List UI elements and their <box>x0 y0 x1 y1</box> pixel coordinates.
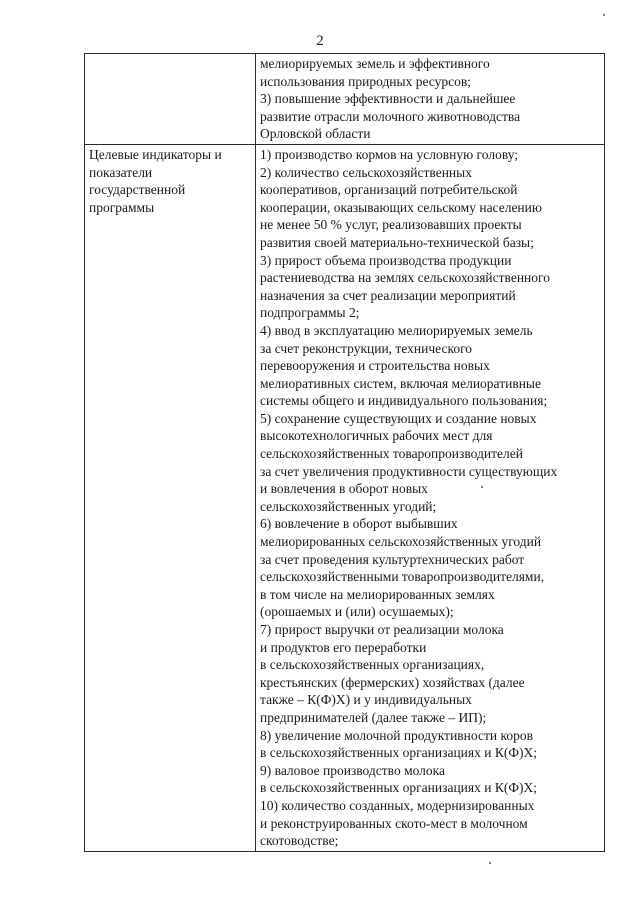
content-line: 5) сохранение существующих и создание новых <box>260 410 537 426</box>
label-line: показатели <box>89 164 153 180</box>
content-line: 3) прирост объема производства продукции <box>260 252 512 268</box>
scan-speck <box>603 14 605 16</box>
content-line: в сельскохозяйственных организациях, <box>260 657 485 673</box>
content-line: также – К(Ф)Х) и у индивидуальных <box>260 692 472 708</box>
content-line: развития своей материально-технической базы; <box>260 234 534 250</box>
table-row <box>85 54 605 145</box>
row-label-cell <box>85 144 256 851</box>
row-content-cell <box>256 54 605 145</box>
content-line: перевооружения и строительства новых <box>260 358 490 374</box>
content-line: 2) количество сельскохозяйственных <box>260 164 472 180</box>
content-line: высокотехнологичных рабочих мест для <box>260 428 493 444</box>
content-line: 7) прирост выручки от реализации молока <box>260 622 504 637</box>
label-line: Целевые индикаторы и <box>89 146 222 162</box>
content-line: 4) ввод в эксплуатацию мелиорируемых земель <box>260 322 533 338</box>
content-line: 10) количество созданных, модернизированных <box>260 797 535 813</box>
content-line: 9) валовое производство молока <box>260 762 446 778</box>
table-row <box>85 144 605 851</box>
content-line: предпринимателей (далее также – ИП); <box>260 709 487 725</box>
content-line: и реконструированных ското-мест в молочном <box>260 815 528 831</box>
content-line: за счет реконструкции, технического <box>260 340 473 356</box>
content-line: (орошаемых и (или) осушаемых); <box>260 604 454 620</box>
content-line: 1) производство кормов на условную голову; <box>260 146 519 162</box>
content-line: 8) увеличение молочной продуктивности коров <box>260 727 533 743</box>
content-line: использования природных ресурсов; <box>260 73 471 89</box>
content-line: растениеводства на землях сельскохозяйственного <box>260 270 550 286</box>
content-line: в том числе на мелиорированных землях <box>260 586 495 602</box>
scan-speck <box>481 486 483 488</box>
content-line: скотоводстве; <box>260 833 339 849</box>
label-line: государственной <box>89 182 186 198</box>
table-body <box>85 54 605 852</box>
content-line: подпрограммы 2; <box>260 305 360 321</box>
content-line: сельскохозяйственными товаропроизводителями, <box>260 569 545 585</box>
content-line: в сельскохозяйственных организациях и К(Ф)Х; <box>260 745 537 761</box>
content-line: кооперации, оказывающих сельскому населению <box>260 199 542 215</box>
content-line: за счет увеличения продуктивности существующих <box>260 463 558 479</box>
program-passport-table <box>84 53 605 852</box>
content-line: кооперативов, организаций потребительской <box>260 182 518 198</box>
content-line: мелиорируемых земель и эффективного <box>260 56 490 71</box>
content-line: в сельскохозяйственных организациях и К(Ф)Х; <box>260 780 537 796</box>
content-line: развитие отрасли молочного животноводства <box>260 108 521 124</box>
content-line: крестьянских (фермерских) хозяйствах (далее <box>260 674 525 690</box>
content-line: мелиоративных систем, включая мелиоративные <box>260 375 541 391</box>
content-line: сельскохозяйственных угодий; <box>260 498 437 514</box>
scan-speck <box>489 862 491 864</box>
content-line: назначения за счет реализации мероприятий <box>260 287 516 303</box>
content-line: 6) вовлечение в оборот выбывших <box>260 516 458 532</box>
content-line: Орловской области <box>260 126 371 142</box>
row-content-cell <box>256 144 605 851</box>
content-line: 3) повышение эффективности и дальнейшее <box>260 91 516 107</box>
content-line: и продуктов его переработки <box>260 639 427 655</box>
content-line: за счет проведения культуртехнических работ <box>260 551 525 567</box>
content-line: не менее 50 % услуг, реализовавших проекты <box>260 217 522 233</box>
content-line: и вовлечения в оборот новых <box>260 481 428 497</box>
content-line: сельскохозяйственных товаропроизводителей <box>260 446 523 462</box>
row-label-cell <box>85 54 256 145</box>
content-line: системы общего и индивидуального пользования; <box>260 393 548 409</box>
label-line: программы <box>89 199 155 215</box>
page-number: 2 <box>316 33 324 49</box>
content-line: мелиорированных сельскохозяйственных угодий <box>260 534 542 550</box>
